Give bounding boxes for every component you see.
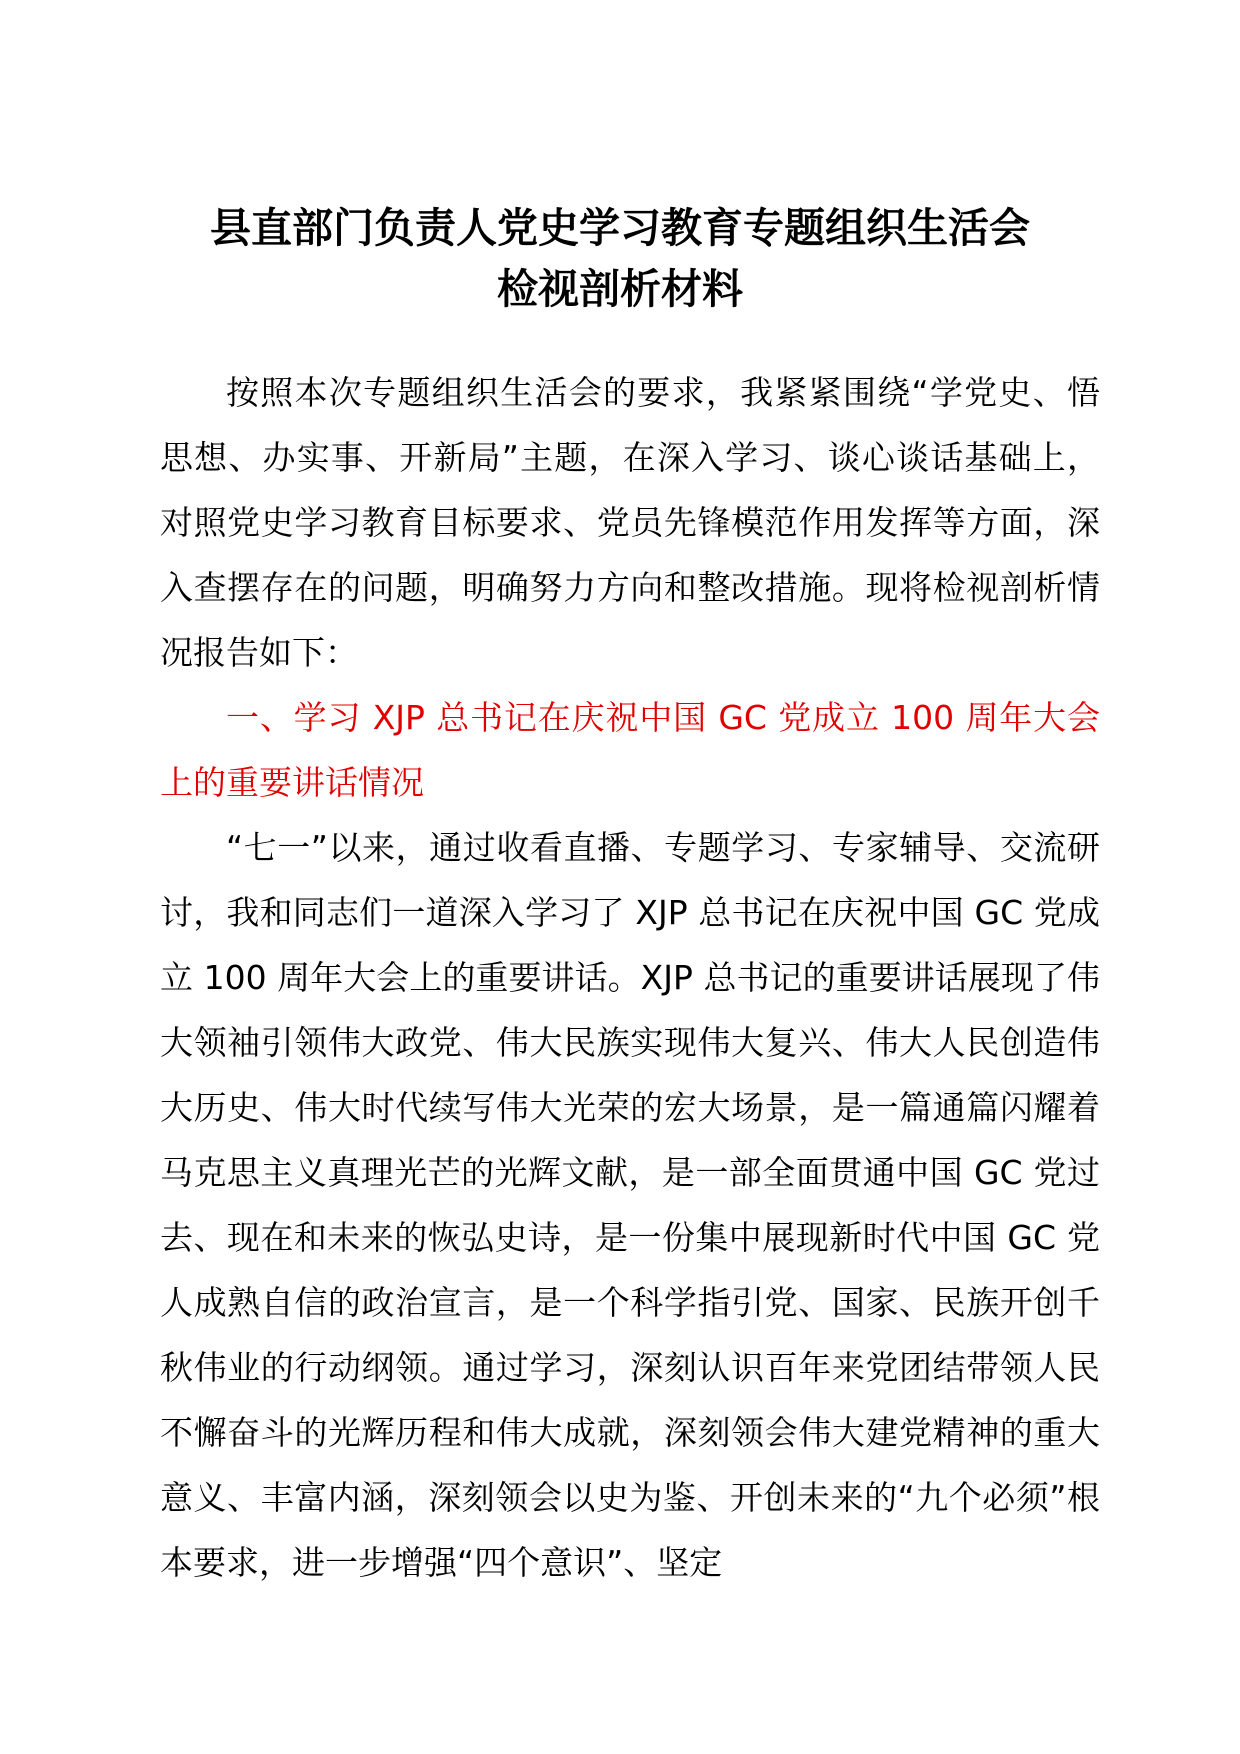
- section-heading-1: 一、学习 XJP 总书记在庆祝中国 GC 党成立 100 周年大会上的重要讲话情况: [160, 698, 1100, 802]
- document-body: [160, 360, 1100, 1595]
- document-title-line-2: 检视剖析材料: [497, 265, 743, 313]
- section-1-paragraph: “七一”以来，通过收看直播、专题学习、专家辅导、交流研讨，我和同志们一道深入学习了 XJP 总书记在庆祝中国 GC 党成立 100 周年大会上的重要讲话。XJP 总书记的重要讲话展现了伟大领袖引领伟大政党、伟大民族实现伟大复兴、伟大人民创造伟大历史、伟大时代续写伟大光荣的宏大场景，是一篇通篇闪耀着马克思主义真理光芒的光辉文献，是一部全面贯通中国 GC 党过去、现在和未来的恢弘史诗，是一份集中展现新时代中国 GC 党人成熟自信的政治宣言，是一个科学指引党、国家、民族开创千秋伟业的行动纲领。通过学习，深刻认识百年来党团结带领人民不懈奋斗的光辉历程和伟大成就，深刻领会伟大建党精神的重大意义、丰富内涵，深刻领会以史为鉴、开创未来的“九个必须”根本要求，进一步增强“四个意识”、坚定: [160, 828, 1100, 1582]
- document-title-line-1: 县直部门负责人党史学习教育专题组织生活会: [210, 204, 1030, 252]
- intro-paragraph: 按照本次专题组织生活会的要求，我紧紧围绕“学党史、悟思想、办实事、开新局”主题，在深入学习、谈心谈话基础上，对照党史学习教育目标要求、党员先锋模范作用发挥等方面，深入查摆存在的问题，明确努力方向和整改措施。现将检视剖析情况报告如下：: [160, 373, 1100, 672]
